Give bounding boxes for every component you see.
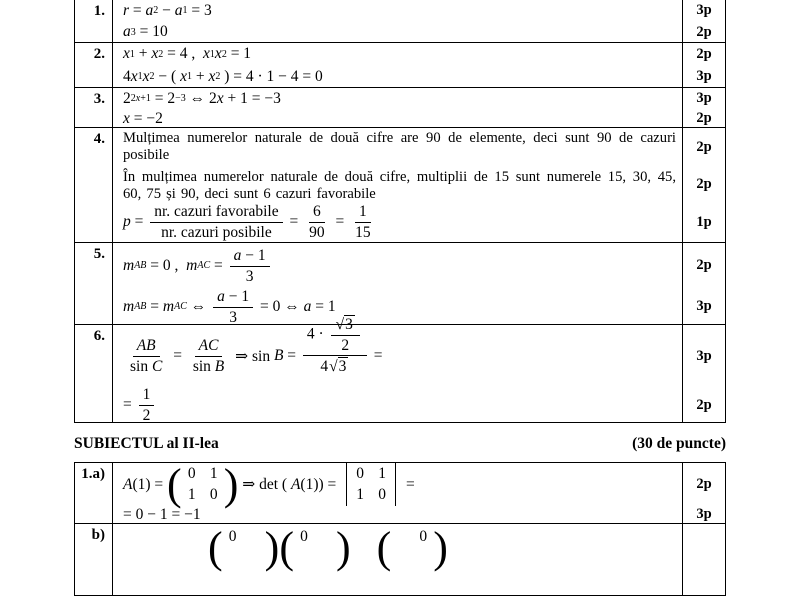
rubric-row-1 bbox=[75, 0, 725, 43]
math-line: m AB = 0 , m AC = $\frac{a - 1}{3}$ bbox=[113, 243, 682, 288]
subject1-rubric-table bbox=[74, 0, 726, 423]
row-number: 5. bbox=[75, 243, 113, 325]
math-line: p = nr. cazuri favorabile nr. cazuri posibile = $\frac{6}{90}$ = $\frac{1}{15}$ bbox=[123, 203, 371, 241]
rubric-row-1a bbox=[75, 459, 725, 524]
points-badge: 2p bbox=[696, 175, 712, 192]
text-paragraph: Mulțimea numerelor naturale de două cifre are 90 de elemente, deci sunt 90 de cazuri posibile bbox=[123, 130, 676, 163]
subject2-heading bbox=[74, 433, 726, 455]
solution-cell bbox=[113, 128, 682, 243]
rubric-row-4 bbox=[75, 128, 725, 243]
math-line: m AB = m AC ⇔ $\frac{a - 1}{3}$ = 0 ⇔ a = 1 bbox=[123, 287, 336, 326]
row-number: 2. bbox=[75, 43, 113, 88]
solution-cell bbox=[113, 524, 682, 595]
points-cell bbox=[682, 524, 725, 595]
solution-cell bbox=[113, 459, 682, 523]
points-cell bbox=[682, 325, 725, 423]
rubric-row-1b-partial bbox=[75, 524, 725, 596]
points-badge: 2p bbox=[696, 396, 712, 413]
row-number: b) bbox=[75, 524, 113, 595]
points-cell bbox=[682, 88, 725, 128]
points-cell bbox=[682, 463, 725, 523]
points-cell bbox=[682, 0, 725, 43]
solution-cell bbox=[113, 315, 682, 424]
points-badge: 2p bbox=[696, 257, 712, 273]
solution-cell bbox=[113, 243, 682, 325]
row-number: 4. bbox=[75, 128, 113, 243]
math-line: 4 x 1 x 2 − ( x 1 + x 2 ) = 4 · 1 − 4 = 0 bbox=[123, 67, 323, 85]
subject2-points-total: (30 de puncte) bbox=[632, 435, 726, 452]
math-line: x 1 + x 2 = 4 , x 1 x 2 = 1 bbox=[123, 45, 252, 62]
points-badge bbox=[683, 524, 725, 572]
math-line: $\frac{AB}{\text{sin C}}$ = $\frac{AC}{\text{sin B}}$ ⇒ sin B = 4 · √ 3 2 4 √ 3 = bbox=[130, 315, 383, 376]
text-paragraph: În mulțimea numerelor naturale de două cifre, multiplii de 15 sunt numerele 15, 30, 45, 60, 75 și 90, deci sunt 6 cazuri favorabile bbox=[123, 169, 676, 202]
subject2-title: SUBIECTUL al II-lea bbox=[74, 435, 219, 452]
points-badge: 3p bbox=[696, 506, 712, 522]
row-number: 3. bbox=[75, 88, 113, 128]
points-badge: 2p bbox=[696, 110, 712, 126]
math-line: a 3 = 10 bbox=[123, 23, 168, 40]
points-badge: 2p bbox=[696, 23, 712, 40]
points-badge: 2p bbox=[696, 139, 712, 155]
points-badge: 3p bbox=[696, 298, 712, 314]
row-number: 1. bbox=[75, 0, 113, 43]
solution-cell bbox=[113, 0, 682, 43]
math-line: = $\frac{1}{2}$ bbox=[113, 387, 682, 423]
math-line: r = a 2 − a 1 = 3 bbox=[123, 1, 212, 19]
subject2-rubric-table bbox=[74, 459, 726, 596]
rubric-row-2 bbox=[75, 43, 725, 88]
points-cell bbox=[682, 128, 725, 243]
row-number: 1.a) bbox=[75, 463, 113, 523]
points-badge: 2p bbox=[696, 45, 712, 62]
rubric-row-6 bbox=[75, 315, 725, 424]
solution-cell bbox=[113, 43, 682, 88]
points-badge: 3p bbox=[696, 68, 712, 84]
points-badge: 3p bbox=[696, 90, 712, 106]
rubric-row-5 bbox=[75, 243, 725, 325]
points-badge: 2p bbox=[696, 476, 712, 492]
math-line: ( 0 ) ( 0 ) ( 0 ) bbox=[208, 522, 448, 572]
math-line: = 0 − 1 = −1 bbox=[123, 505, 201, 523]
points-badge: 1p bbox=[696, 213, 712, 230]
points-cell bbox=[682, 43, 725, 88]
math-line: 2 2x+1 = 2 −3 ⇔ 2 x + 1 = −3 bbox=[123, 89, 281, 107]
points-cell bbox=[682, 243, 725, 325]
math-line: A (1) = ( 0 1 1 0 ) ⇒ det ( A (1)) = 0 1 1 0 = bbox=[123, 459, 415, 509]
row-number: 6. bbox=[75, 325, 113, 423]
points-badge: 3p bbox=[696, 2, 712, 18]
points-badge: 3p bbox=[696, 347, 712, 364]
math-line: x = −2 bbox=[123, 109, 163, 127]
rubric-row-3 bbox=[75, 88, 725, 128]
solution-cell bbox=[113, 88, 682, 128]
